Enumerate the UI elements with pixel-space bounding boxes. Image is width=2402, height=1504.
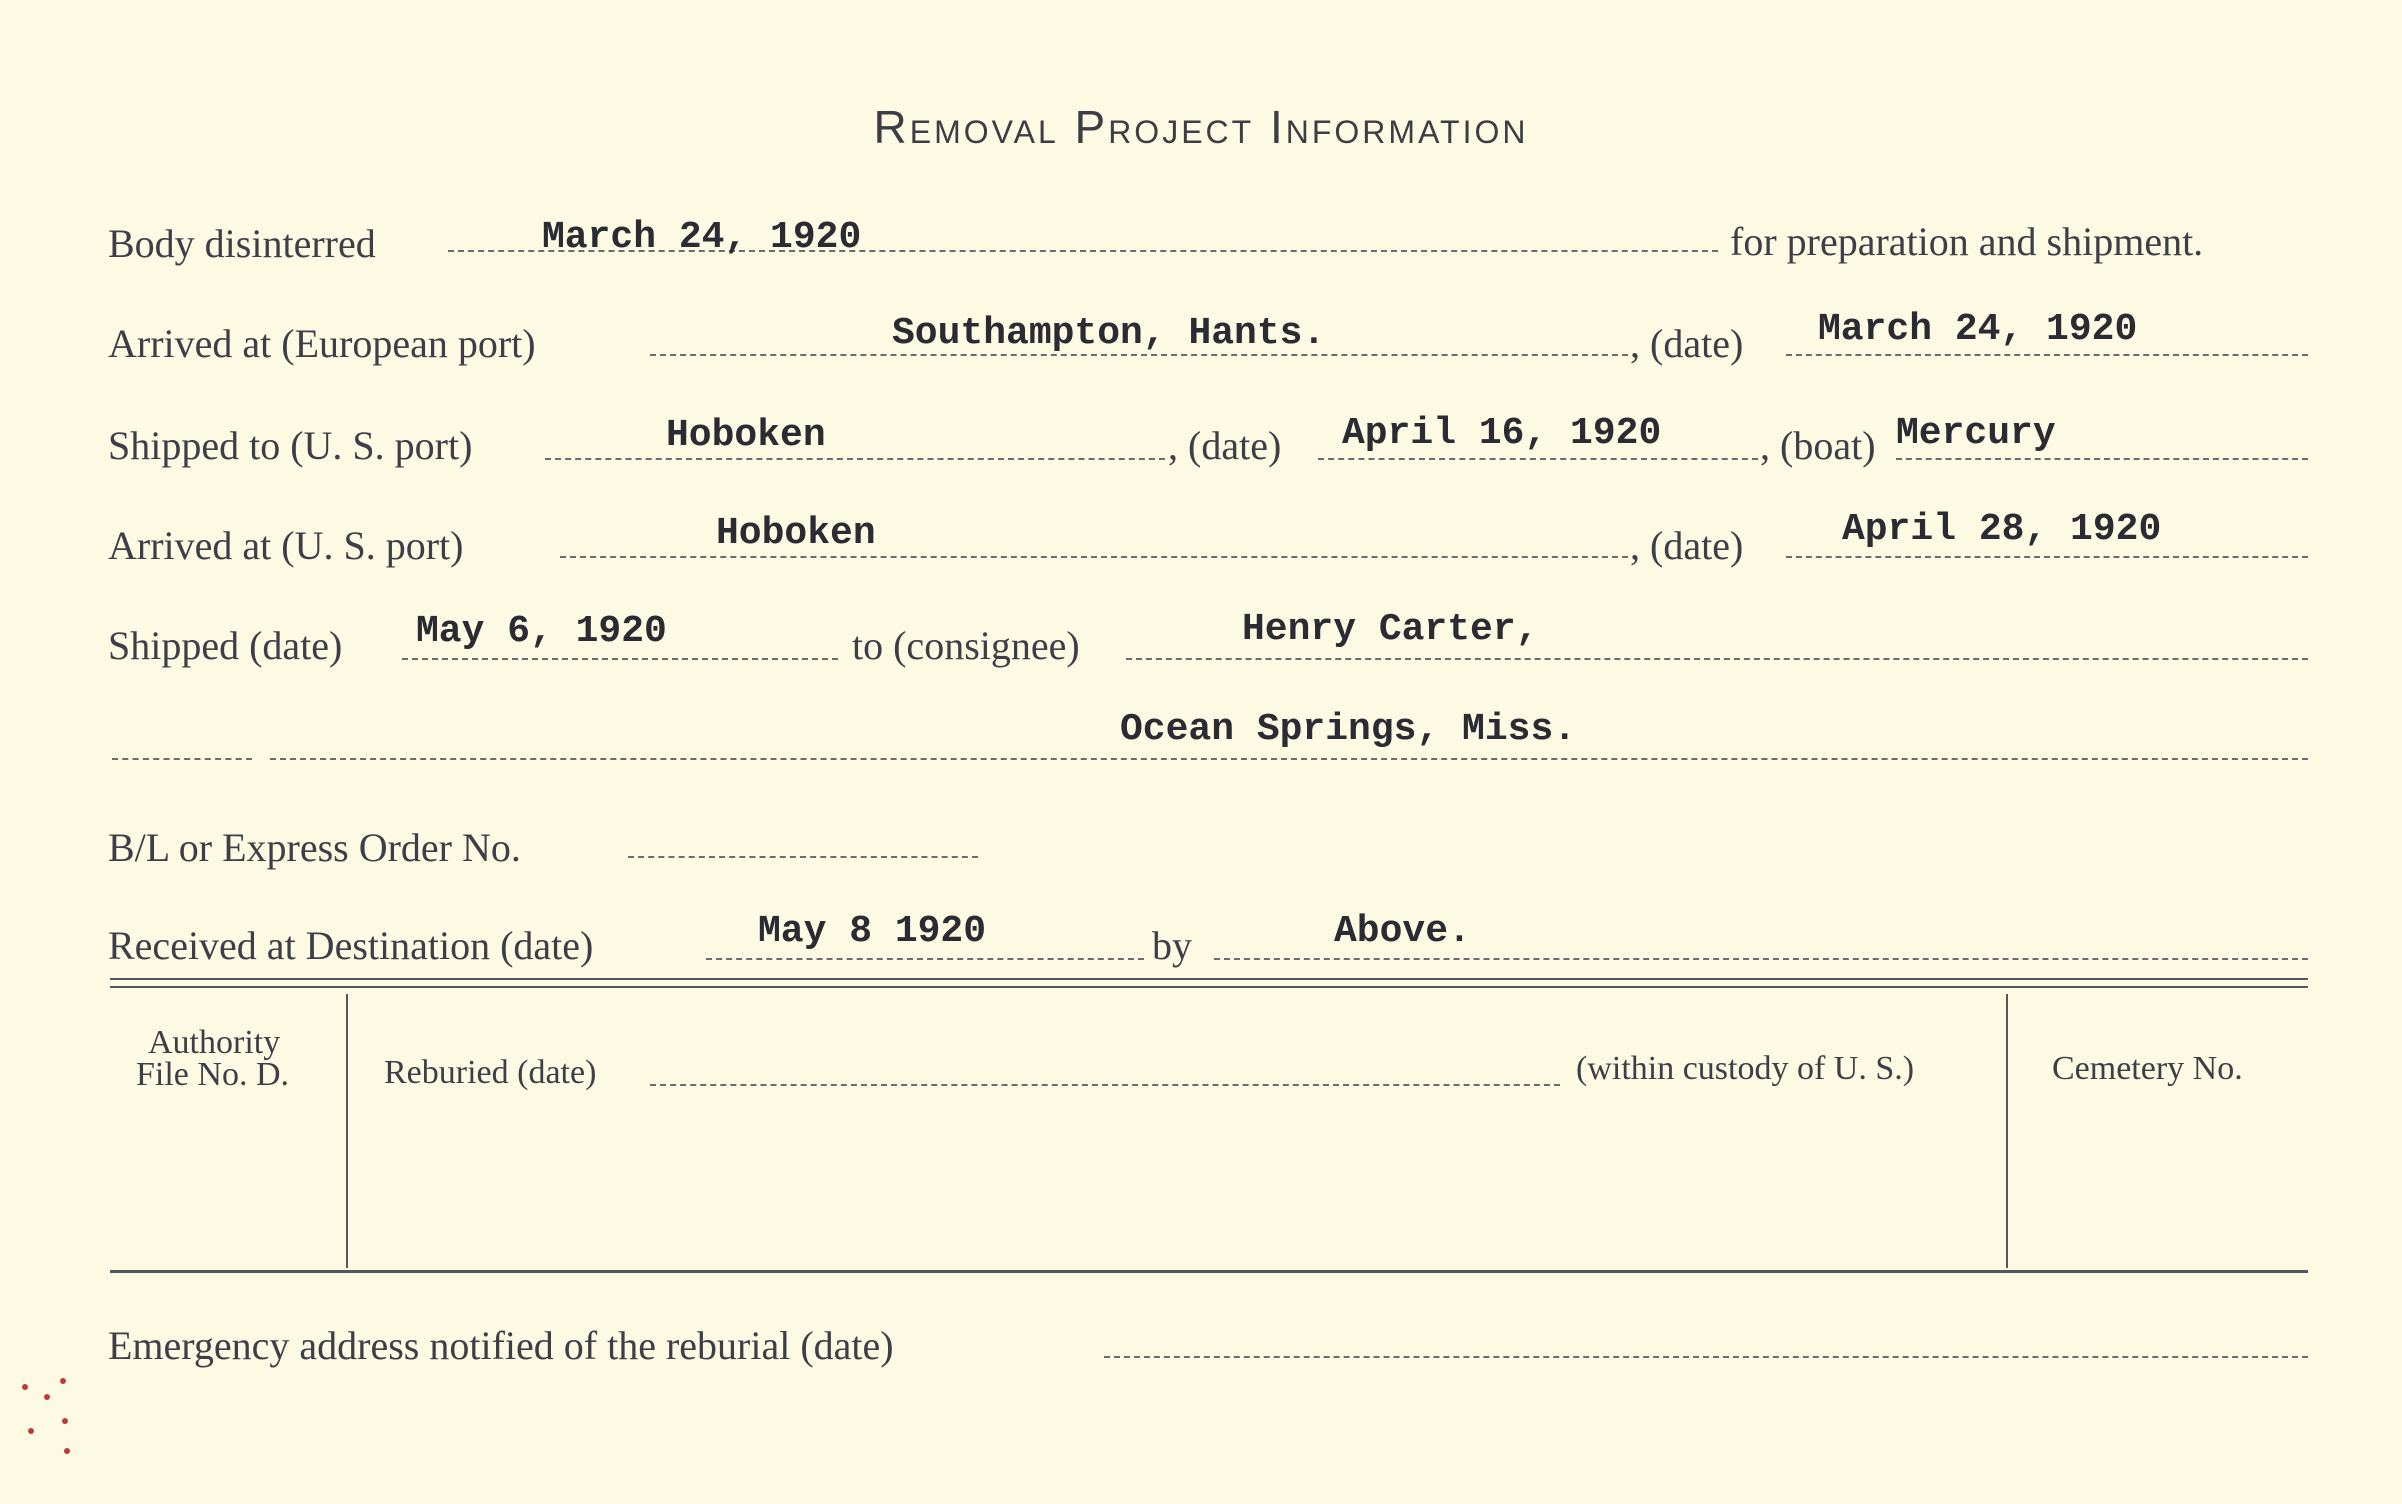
shipped-date-value: May 6, 1920	[416, 610, 667, 653]
shipped-us-label: Shipped to (U. S. port)	[108, 423, 473, 468]
address-line-short	[112, 758, 252, 760]
consignee-line	[1126, 658, 2308, 660]
arrived-us-value: Hoboken	[716, 512, 876, 555]
shipped-us-date-value: April 16, 1920	[1342, 412, 1662, 455]
cemetery-label: Cemetery No.	[2052, 1050, 2243, 1087]
arrived-european-date-label: , (date)	[1630, 321, 1744, 366]
box-divider-right	[2006, 994, 2008, 1268]
arrived-us-date-value: April 28, 1920	[1842, 508, 2162, 551]
received-by-line	[1214, 958, 2308, 960]
box-top-rule	[110, 978, 2308, 980]
file-no-label: File No. D.	[136, 1056, 289, 1093]
address-value: Ocean Springs, Miss.	[1120, 708, 1577, 751]
shipped-us-line	[545, 458, 1165, 460]
authority-label: Authority	[148, 1024, 281, 1061]
arrived-european-date-value: March 24, 1920	[1818, 308, 2138, 351]
reburied-line	[650, 1084, 1560, 1086]
disinterred-suffix: for preparation and shipment.	[1730, 219, 2204, 264]
arrived-us-date-label: , (date)	[1630, 523, 1744, 568]
shipped-us-boat-line	[1896, 458, 2308, 460]
arrived-us-date-line	[1786, 556, 2308, 558]
shipped-us-boat-label: , (boat)	[1760, 423, 1876, 468]
address-line	[270, 758, 2308, 760]
shipped-date-label: Shipped (date)	[108, 623, 343, 668]
arrived-european-date-line	[1786, 354, 2308, 356]
reburied-label: Reburied (date)	[384, 1054, 597, 1091]
shipped-us-value: Hoboken	[666, 414, 826, 457]
shipped-us-boat-value: Mercury	[1896, 412, 2056, 455]
consignee-label: to (consignee)	[852, 623, 1080, 668]
consignee-value: Henry Carter,	[1242, 608, 1539, 651]
shipped-us-date-line	[1318, 458, 1758, 460]
received-by-value: Above.	[1334, 910, 1471, 953]
arrived-us-line	[560, 556, 1628, 558]
emergency-label: Emergency address notified of the reburial (date)	[108, 1323, 894, 1368]
received-value: May 8 1920	[758, 910, 987, 953]
received-line	[706, 958, 1144, 960]
shipped-date-line	[402, 658, 838, 660]
box-top-rule-2	[110, 986, 2308, 988]
bl-line	[628, 856, 978, 858]
received-by-label: by	[1152, 923, 1192, 968]
received-label: Received at Destination (date)	[108, 923, 594, 968]
card-title: Removal Project Information	[873, 101, 1529, 153]
arrived-us-label: Arrived at (U. S. port)	[108, 523, 464, 568]
bl-label: B/L or Express Order No.	[108, 825, 521, 870]
arrived-european-label: Arrived at (European port)	[108, 321, 536, 366]
disinterred-value: March 24, 1920	[542, 216, 862, 259]
shipped-us-date-label: , (date)	[1168, 423, 1282, 468]
emergency-line	[1104, 1356, 2308, 1358]
box-divider-left	[346, 994, 348, 1268]
disinterred-label: Body disinterred	[108, 221, 376, 266]
custody-label: (within custody of U. S.)	[1576, 1050, 1915, 1087]
arrived-european-value: Southampton, Hants.	[892, 312, 1326, 355]
box-bottom-rule	[110, 1270, 2308, 1273]
